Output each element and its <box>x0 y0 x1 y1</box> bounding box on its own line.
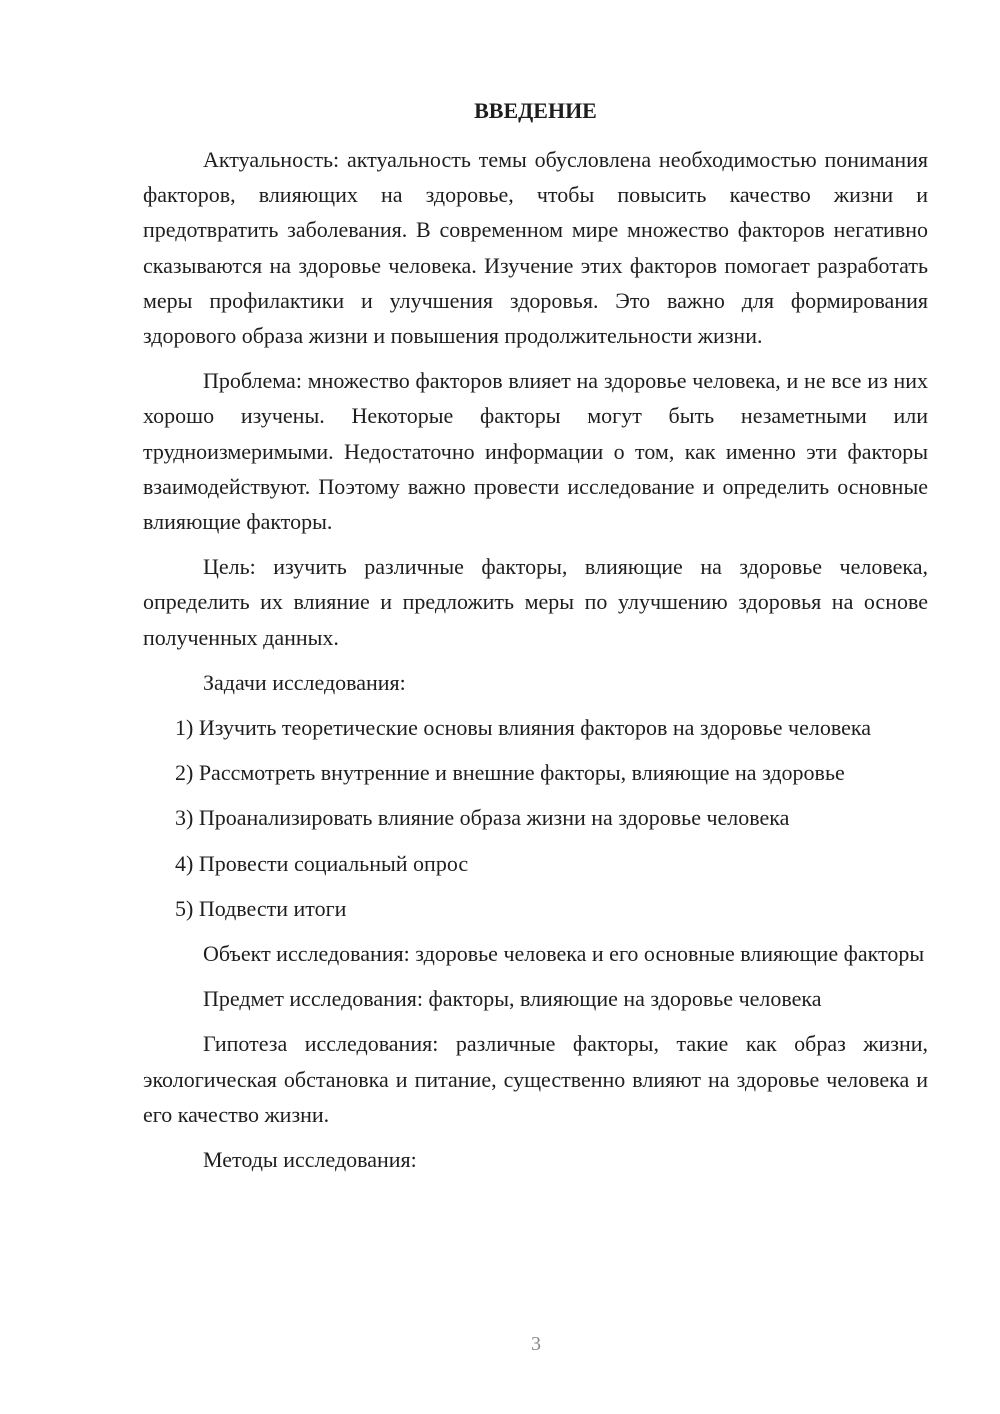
page-number: 3 <box>531 1333 541 1355</box>
goal-paragraph: Цель: изучить различные факторы, влияющие на здоровье человека, определить их влияние и предложить меры по улучшению здоровья на основе полученных данных. <box>143 554 928 650</box>
methods-heading: Методы исследования: <box>203 1147 417 1173</box>
task-item: 4) Провести социальный опрос <box>175 850 469 876</box>
task-item: 3) Проанализировать влияние образа жизни на здоровье человека <box>175 805 790 831</box>
task-item: 1) Изучить теоретические основы влияния факторов на здоровье человека <box>175 715 872 741</box>
document-body <box>143 142 928 1187</box>
object-paragraph: Объект исследования: здоровье человека и его основные влияющие факторы <box>203 941 925 967</box>
subject-paragraph: Предмет исследования: факторы, влияющие на здоровье человека <box>203 986 822 1012</box>
task-item: 2) Рассмотреть внутренние и внешние факторы, влияющие на здоровье <box>175 760 845 786</box>
task-item: 5) Подвести итоги <box>175 895 347 921</box>
hypothesis-paragraph: Гипотеза исследования: различные факторы, такие как образ жизни, экологическая обстановка и питание, существенно влияют на здоровье человека и его качество жизни. <box>143 1031 928 1127</box>
tasks-heading: Задачи исследования: <box>203 669 406 695</box>
problem-paragraph: Проблема: множество факторов влияет на здоровье человека, и не все из них хорошо изучены. Некоторые факторы могут быть незаметными или трудноизмеримыми. Недостаточно информации о том, как именно эти факторы взаимодействуют. Поэтому важно провести исследование и определить основные влияющие факторы. <box>143 368 928 535</box>
relevance-paragraph: Актуальность: актуальность темы обусловлена необходимостью понимания факторов, влияющих на здоровье, чтобы повысить качество жизни и предотвратить заболевания. В современном мире множество факторов негативно сказываются на здоровье человека. Изучение этих факторов помогает разработать меры профилактики и улучшения здоровья. Это важно для формирования здорового образа жизни и повышения продолжительности жизни. <box>143 147 928 349</box>
page-title: ВВЕДЕНИЕ <box>474 98 597 123</box>
